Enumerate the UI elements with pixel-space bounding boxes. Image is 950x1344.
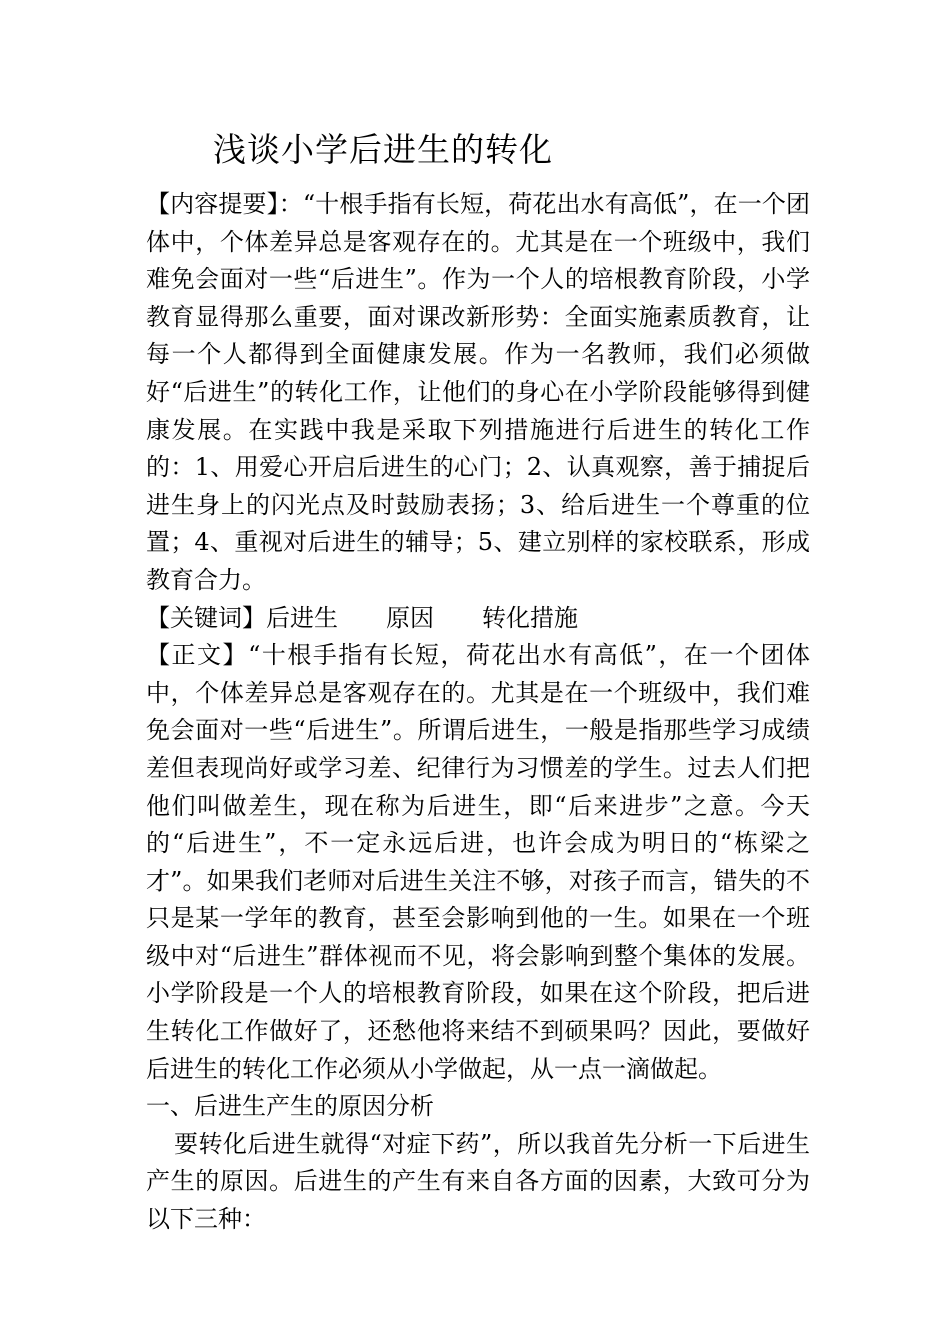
keywords-paragraph xyxy=(146,600,810,638)
abstract-paragraph xyxy=(146,186,810,600)
abstract-text: ：“十根手指有长短，荷花出水有高低”，在一个团体中，个体差异总是客观存在的。尤其是在一个班级中，我们难免会面对一些“后进生”。作为一个人的培根教育阶段，小学教育显得那么重要，面对课改新形势：全面实施素质教育，让每一个人都得到全面健康发展。作为一名教师，我们必须做好“后进生”的转化工作，让他们的身心在小学阶段能够得到健康发展。在实践中我是采取下列措施进行后进生的转化工作的：1、用爱心开启后进生的心门；2、认真观察，善于捕捉后进生身上的闪光点及时鼓励表扬；3、给后进生一个尊重的位置；4、重视对后进生的辅导；5、建立别样的家校联系，形成教育合力。 xyxy=(146,190,811,594)
section-heading: 一、后进生产生的原因分析 xyxy=(146,1092,434,1121)
document-title: 浅谈小学后进生的转化 xyxy=(213,130,553,169)
section-paragraph: 要转化后进生就得“对症下药”，所以我首先分析一下后进生产生的原因。后进生的产生有来自各方面的因素，大致可分为以下三种： xyxy=(146,1129,810,1234)
body-text: “十根手指有长短，荷花出水有高低”，在一个团体中，个体差异总是客观存在的。尤其是在一个班级中，我们难免会面对一些“后进生”。所谓后进生，一般是指那些学习成绩差但表现尚好或学习差、纪律行为习惯差的学生。过去人们把他们叫做差生，现在称为后进生，即“后来进步”之意。今天的“后进生”，不一定永远后进，也许会成为明日的“栋梁之才”。如果我们老师对后进生关注不够，对孩子而言，错失的不只是某一学年的教育，甚至会影响到他的一生。如果在一个班级中对“后进生”群体视而不见，将会影响到整个集体的发展。小学阶段是一个人的培根教育阶段，如果在这个阶段，把后进生转化工作做好了，还愁他将来结不到硕果吗？因此，要做好后进生的转化工作必须从小学做起，从一点一滴做起。 xyxy=(146,641,810,1083)
document-body xyxy=(146,186,810,1239)
keywords-label: 【关键词】 xyxy=(146,603,266,632)
abstract-label: 【内容提要】 xyxy=(146,190,279,218)
body-paragraph xyxy=(146,637,810,1088)
body-label: 【正文】 xyxy=(146,641,249,670)
keyword-item: 后进生 xyxy=(266,603,338,632)
keyword-item: 原因 xyxy=(386,603,434,632)
keyword-item: 转化措施 xyxy=(482,603,578,632)
